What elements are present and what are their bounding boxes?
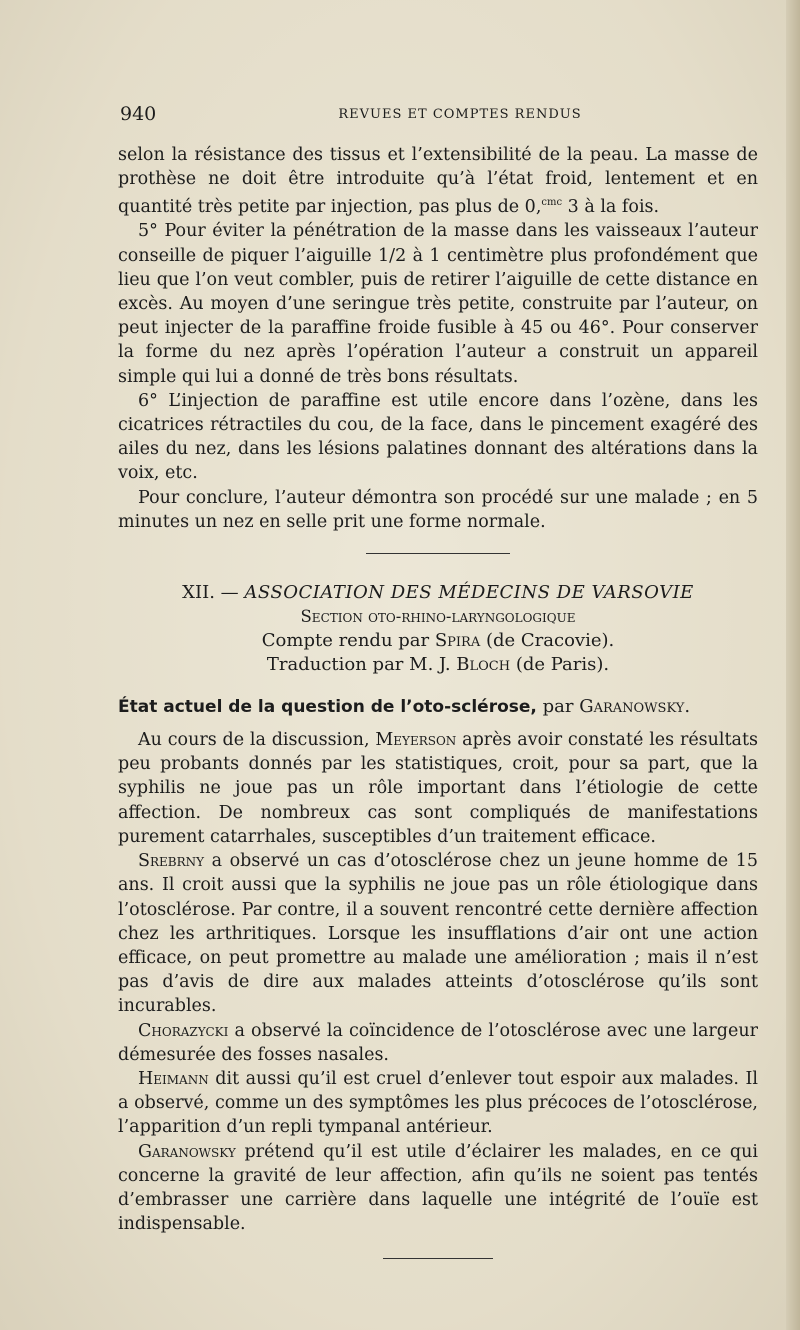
intro-paragraph-2: 5° Pour éviter la pénétration de la masse dans les vaisseaux l’auteur conseille de piquer l’aiguille 1/2 à 1 centimètre plus profondément que lieu que l’on veut combler, puis de retirer l’aiguille de cette distance en excès. Au moyen d’une seringue très petite, construite par l’auteur, on peut injecter de la paraffine froide fusible à 45 ou 46°. Pour conserver la forme du nez après l’opération l’auteur a construit un appareil simple qui lui a donné de très bons résultats. [118,221,758,387]
article-paragraph-5: Garanowsky prétend qu’il est utile d’éclairer les malades, en ce qui concerne la gravité de leur affection, afin qu’ils ne soient pas tentés d’embrasser une carrière dans laquelle une intégrité de l’ouïe est indispensable. [118,1141,758,1235]
speaker-name: Meyerson [375,730,457,751]
end-rule [383,1258,493,1259]
translator-name: Bloch [456,654,511,676]
article-paragraph-3: Chorazycki a observé la coïncidence de l’otosclérose avec une largeur démesurée des fosses nasales. [118,1020,758,1065]
article-title-text: État actuel de la question de l’oto-sclérose, [118,697,537,718]
section-divider [366,553,510,554]
page-header [120,103,760,127]
article-paragraph-2: Srebrny a observé un cas d’otosclérose chez un jeune homme de 15 ans. Il croit aussi que la syphilis ne joue pas un rôle étiologique dans l’otosclérose. Par contre, il a souvent rencontré cette dernière affection chez les arthritiques. Lorsque les insufflations d’air ont une action efficace, on peut promettre au malade une amélioration ; mais il n’est pas d’avis de dire aux malades atteints d’otosclérose qu’ils sont incurables. [118,851,758,1017]
intro-paragraph-3: 6° L’injection de paraffine est utile encore dans l’ozène, dans les cicatrices rétractiles du cou, de la face, dans le pincement exagéré des ailes du nez, dans les lésions palatines donnant des altérations dans la voix, etc. [118,390,758,484]
speaker-name: Chorazycki [138,1020,229,1041]
speaker-name: Srebrny [138,851,205,872]
translation-credit: Traduction par M. J. Bloch (de Paris). [266,654,610,676]
article-author: Garanowsky [579,696,685,718]
section-number: XII. — [182,582,245,604]
page-number: 940 [120,103,157,125]
section-heading [118,581,758,605]
running-head: REVUES ET COMPTES RENDUS [338,107,582,122]
page-body [118,143,758,1259]
section-subtitle: Section oto-rhino-laryngologique [300,607,576,627]
section-title: ASSOCIATION DES MÉDECINS DE VARSOVIE [244,582,694,604]
intro-paragraph-1: selon la résistance des tissus et l’extensibilité de la peau. La masse de prothèse ne doit être introduite qu’à l’état froid, lentement et en quantité très petite par injection, pas plus de 0,$^{cmc}$ 3 à la fois. [118,145,758,218]
article-paragraph-1: Au cours de la discussion, Meyerson après avoir constaté les résultats peu probants donnés par les statistiques, croit, pour sa part, que la syphilis ne joue pas un rôle important dans l’étiologie de cette affection. De nombreux cas sont compliqués de manifestations purement catarrhales, susceptibles d’un traitement efficace. [118,730,758,847]
speaker-name: Heimann [138,1068,209,1089]
speaker-name: Garanowsky [138,1141,236,1162]
article-paragraph-4: Heimann dit aussi qu’il est cruel d’enlever tout espoir aux malades. Il a observé, comme un des symptômes les plus précoces de l’otosclérose, l’apparition d’un repli tympanal antérieur. [118,1068,758,1138]
intro-paragraph-4: Pour conclure, l’auteur démontra son procédé sur une malade ; en 5 minutes un nez en selle prit une forme normale. [118,487,758,532]
report-credit: Compte rendu par Spira (de Cracovie). [261,630,615,652]
page-edge-shadow [786,0,800,1330]
article-title: État actuel de la question de l’oto-sclérose, par Garanowsky. [118,696,691,718]
superscript-cmc: cmc [541,197,563,209]
report-author: Spira [434,630,481,652]
